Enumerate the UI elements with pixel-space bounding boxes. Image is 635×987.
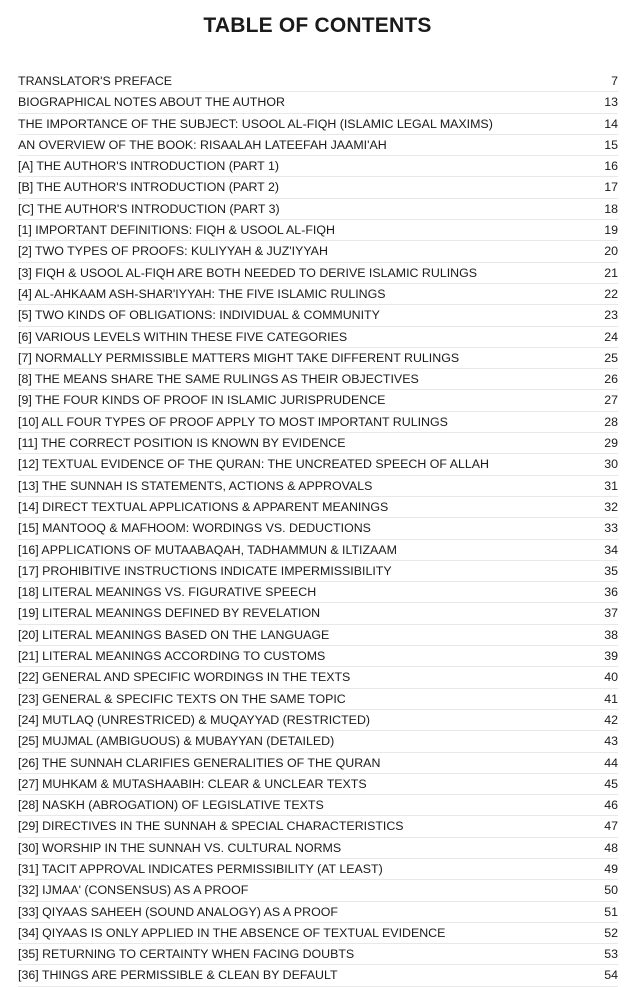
toc-entry-title: TRANSLATOR'S PREFACE <box>18 74 173 88</box>
toc-entry[interactable] <box>18 944 618 965</box>
toc-entry[interactable] <box>18 177 618 198</box>
toc-entry-page-number: 13 <box>604 95 618 110</box>
toc-entry-title: [26] THE SUNNAH CLARIFIES GENERALITIES OF THE QURAN <box>18 755 381 770</box>
toc-entry-page-number: 24 <box>604 329 618 344</box>
toc-entry-page-number: 30 <box>604 457 618 472</box>
toc-entry[interactable] <box>18 497 618 518</box>
toc-entry-title: [27] MUHKAM & MUTASHAABIH: CLEAR & UNCLEAR TEXTS <box>18 776 367 791</box>
toc-entry[interactable] <box>18 667 618 688</box>
toc-entry-title: [10] ALL FOUR TYPES OF PROOF APPLY TO MOST IMPORTANT RULINGS <box>18 414 448 429</box>
toc-entry[interactable] <box>18 731 618 752</box>
toc-entry[interactable] <box>18 795 618 816</box>
toc-entry-page-number: 23 <box>604 308 618 323</box>
toc-entry-title: [15] MANTOOQ & MAFHOOM: WORDINGS VS. DEDUCTIONS <box>18 521 371 536</box>
table-of-contents <box>18 71 618 987</box>
toc-entry-page-number: 20 <box>604 244 618 259</box>
toc-entry[interactable] <box>18 263 618 284</box>
toc-entry[interactable] <box>18 582 618 603</box>
toc-entry-page-number: 35 <box>604 563 618 578</box>
toc-entry-title: [14] DIRECT TEXTUAL APPLICATIONS & APPARENT MEANINGS <box>18 499 389 514</box>
toc-entry-page-number: 32 <box>604 499 618 514</box>
toc-entry-page-number: 38 <box>604 627 618 642</box>
toc-entry-page-number: 39 <box>604 649 618 664</box>
toc-entry-title: [36] THINGS ARE PERMISSIBLE & CLEAN BY DEFAULT <box>18 968 338 983</box>
toc-entry[interactable] <box>18 816 618 837</box>
toc-entry[interactable] <box>18 774 618 795</box>
toc-entry-page-number: 27 <box>604 393 618 408</box>
toc-entry[interactable] <box>18 710 618 731</box>
toc-entry[interactable] <box>18 284 618 305</box>
toc-entry-page-number: 48 <box>604 840 618 855</box>
toc-entry-title: BIOGRAPHICAL NOTES ABOUT THE AUTHOR <box>18 95 285 110</box>
toc-entry-page-number: 14 <box>604 116 618 131</box>
toc-entry-title: [12] TEXTUAL EVIDENCE OF THE QURAN: THE UNCREATED SPEECH OF ALLAH <box>18 457 489 472</box>
toc-entry[interactable] <box>18 199 618 220</box>
toc-entry-page-number: 47 <box>604 819 618 834</box>
toc-entry[interactable] <box>18 241 618 262</box>
toc-entry-page-number: 21 <box>604 265 618 280</box>
toc-entry[interactable] <box>18 518 618 539</box>
toc-entry-title: [33] QIYAAS SAHEEH (SOUND ANALOGY) AS A PROOF <box>18 904 338 919</box>
toc-entry[interactable] <box>18 753 618 774</box>
toc-entry[interactable] <box>18 646 618 667</box>
toc-entry[interactable] <box>18 369 618 390</box>
toc-entry-title: [1] IMPORTANT DEFINITIONS: FIQH & USOOL AL-FIQH <box>18 223 335 238</box>
toc-entry-page-number: 54 <box>604 968 618 983</box>
toc-entry[interactable] <box>18 305 618 326</box>
toc-entry-page-number: 45 <box>604 776 618 791</box>
toc-entry-page-number: 18 <box>604 201 618 216</box>
toc-entry[interactable] <box>18 412 618 433</box>
toc-entry-page-number: 15 <box>604 137 618 152</box>
toc-entry-title: [16] APPLICATIONS OF MUTAABAQAH, TADHAMMUN & ILTIZAAM <box>18 542 397 557</box>
toc-entry-title: [30] WORSHIP IN THE SUNNAH VS. CULTURAL NORMS <box>18 840 342 855</box>
toc-entry-title: [32] IJMAA' (CONSENSUS) AS A PROOF <box>18 883 249 898</box>
toc-entry[interactable] <box>18 902 618 923</box>
toc-entry[interactable] <box>18 220 618 241</box>
page-title: TABLE OF CONTENTS <box>203 14 432 37</box>
toc-entry-page-number: 36 <box>604 585 618 600</box>
toc-entry-page-number: 43 <box>604 734 618 749</box>
toc-entry[interactable] <box>18 923 618 944</box>
toc-entry[interactable] <box>18 540 618 561</box>
toc-entry-page-number: 33 <box>604 521 618 536</box>
toc-entry-title: [25] MUJMAL (AMBIGUOUS) & MUBAYYAN (DETAILED) <box>18 734 335 749</box>
toc-entry-title: [20] LITERAL MEANINGS BASED ON THE LANGUAGE <box>18 627 330 642</box>
toc-entry-title: [21] LITERAL MEANINGS ACCORDING TO CUSTOMS <box>18 649 326 664</box>
toc-entry-page-number: 34 <box>604 542 618 557</box>
toc-entry[interactable] <box>18 454 618 475</box>
toc-entry-page-number: 17 <box>604 180 618 195</box>
toc-entry-page-number: 42 <box>604 712 618 727</box>
toc-entry-title: [29] DIRECTIVES IN THE SUNNAH & SPECIAL CHARACTERISTICS <box>18 819 404 834</box>
toc-entry[interactable] <box>18 135 618 156</box>
toc-entry-page-number: 16 <box>604 159 618 174</box>
toc-entry-page-number: 53 <box>604 947 618 962</box>
toc-entry-title: [23] GENERAL & SPECIFIC TEXTS ON THE SAME TOPIC <box>18 691 346 706</box>
toc-entry-page-number: 28 <box>604 414 618 429</box>
toc-entry-title: [19] LITERAL MEANINGS DEFINED BY REVELATION <box>18 606 321 621</box>
toc-entry-title: [13] THE SUNNAH IS STATEMENTS, ACTIONS & APPROVALS <box>18 478 373 493</box>
toc-entry-page-number: 29 <box>604 436 618 451</box>
toc-entry[interactable] <box>18 92 618 113</box>
toc-entry-title: [C] THE AUTHOR'S INTRODUCTION (PART 3) <box>18 201 280 216</box>
toc-entry[interactable] <box>18 603 618 624</box>
toc-entry-title: [35] RETURNING TO CERTAINTY WHEN FACING DOUBTS <box>18 947 355 962</box>
toc-entry-page-number: 31 <box>604 478 618 493</box>
toc-entry-title: [9] THE FOUR KINDS OF PROOF IN ISLAMIC JURISPRUDENCE <box>18 393 386 408</box>
toc-entry-page-number: 26 <box>604 372 618 387</box>
toc-entry-title: [2] TWO TYPES OF PROOFS: KULIYYAH & JUZ'IYYAH <box>18 244 328 259</box>
toc-entry-title: THE IMPORTANCE OF THE SUBJECT: USOOL AL-FIQH (ISLAMIC LEGAL MAXIMS) <box>18 116 493 131</box>
toc-entry-title: [6] VARIOUS LEVELS WITHIN THESE FIVE CATEGORIES <box>18 329 348 344</box>
toc-entry-page-number: 49 <box>604 861 618 876</box>
toc-entry-title: [A] THE AUTHOR'S INTRODUCTION (PART 1) <box>18 159 279 174</box>
toc-entry[interactable] <box>18 114 618 135</box>
toc-entry-title: [11] THE CORRECT POSITION IS KNOWN BY EVIDENCE <box>18 436 346 451</box>
toc-entry-page-number: 25 <box>604 350 618 365</box>
toc-entry-page-number: 44 <box>604 755 618 770</box>
toc-entry-page-number: 41 <box>604 691 618 706</box>
toc-entry[interactable] <box>18 156 618 177</box>
toc-entry-title: [18] LITERAL MEANINGS VS. FIGURATIVE SPEECH <box>18 585 317 600</box>
toc-entry-title: [34] QIYAAS IS ONLY APPLIED IN THE ABSENCE OF TEXTUAL EVIDENCE <box>18 925 446 940</box>
toc-entry-page-number: 7 <box>611 74 618 88</box>
toc-entry-title: [28] NASKH (ABROGATION) OF LEGISLATIVE TEXTS <box>18 798 324 813</box>
toc-entry[interactable] <box>18 625 618 646</box>
toc-entry-title: [24] MUTLAQ (UNRESTRICED) & MUQAYYAD (RESTRICTED) <box>18 712 371 727</box>
toc-entry[interactable] <box>18 838 618 859</box>
toc-entry-title: AN OVERVIEW OF THE BOOK: RISAALAH LATEEFAH JAAMI'AH <box>18 137 387 152</box>
toc-entry[interactable] <box>18 561 618 582</box>
toc-entry-page-number: 52 <box>604 925 618 940</box>
toc-entry[interactable] <box>18 327 618 348</box>
toc-entry[interactable] <box>18 689 618 710</box>
toc-entry[interactable] <box>18 433 618 454</box>
toc-entry-page-number: 50 <box>604 883 618 898</box>
toc-entry-page-number: 51 <box>604 904 618 919</box>
toc-entry[interactable] <box>18 71 618 92</box>
toc-entry-title: [7] NORMALLY PERMISSIBLE MATTERS MIGHT TAKE DIFFERENT RULINGS <box>18 350 460 365</box>
toc-entry[interactable] <box>18 476 618 497</box>
toc-entry-page-number: 22 <box>604 286 618 301</box>
toc-entry-title: [22] GENERAL AND SPECIFIC WORDINGS IN THE TEXTS <box>18 670 351 685</box>
toc-entry-title: [3] FIQH & USOOL AL-FIQH ARE BOTH NEEDED TO DERIVE ISLAMIC RULINGS <box>18 265 478 280</box>
toc-entry-title: [5] TWO KINDS OF OBLIGATIONS: INDIVIDUAL & COMMUNITY <box>18 308 380 323</box>
toc-entry-title: [4] AL-AHKAAM ASH-SHAR'IYYAH: THE FIVE ISLAMIC RULINGS <box>18 286 386 301</box>
toc-entry[interactable] <box>18 965 618 986</box>
toc-entry[interactable] <box>18 348 618 369</box>
toc-entry-title: [31] TACIT APPROVAL INDICATES PERMISSIBILITY (AT LEAST) <box>18 861 383 876</box>
toc-entry[interactable] <box>18 880 618 901</box>
toc-entry-title: [8] THE MEANS SHARE THE SAME RULINGS AS THEIR OBJECTIVES <box>18 372 419 387</box>
toc-entry-page-number: 19 <box>604 223 618 238</box>
toc-entry[interactable] <box>18 859 618 880</box>
toc-entry-page-number: 46 <box>604 798 618 813</box>
toc-entry[interactable] <box>18 390 618 411</box>
toc-entry-title: [B] THE AUTHOR'S INTRODUCTION (PART 2) <box>18 180 279 195</box>
toc-entry-page-number: 37 <box>604 606 618 621</box>
toc-entry-title: [17] PROHIBITIVE INSTRUCTIONS INDICATE IMPERMISSIBILITY <box>18 563 392 578</box>
toc-entry-page-number: 40 <box>604 670 618 685</box>
